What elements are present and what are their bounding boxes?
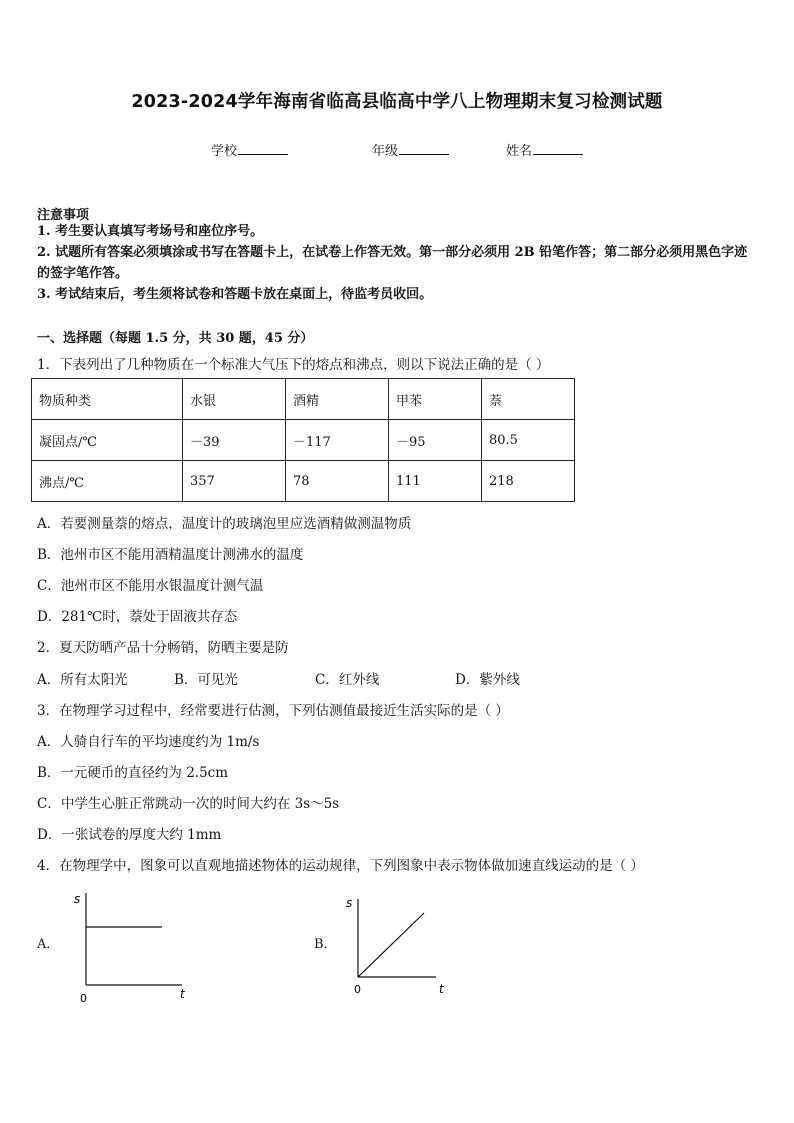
table-cell: 80.5 xyxy=(482,420,575,461)
name-label: 姓名 xyxy=(506,144,533,159)
melting-boiling-table xyxy=(31,378,575,502)
q1-option-b: B．池州市区不能用酒精温度计测沸水的温度 xyxy=(37,547,304,563)
q2-option-a: A．所有太阳光 xyxy=(37,672,128,688)
x-axis-label: t xyxy=(180,987,185,1001)
q3-option-d: D．一张试卷的厚度大约 1mm xyxy=(37,827,222,843)
table-cell: 水银 xyxy=(183,379,286,420)
school-label: 学校 xyxy=(211,144,238,159)
notes-heading: 注意事项 xyxy=(37,208,90,223)
note-item: 3. 考试结束后，考生须将试卷和答题卡放在桌面上，待监考员收回。 xyxy=(37,287,433,302)
question-4-stem: 4．在物理学中，图象可以直观地描述物体的运动规律，下列图象中表示物体做加速直线运动的是（ ） xyxy=(37,858,644,874)
table-cell: 218 xyxy=(482,461,575,502)
table-cell: 甲苯 xyxy=(389,379,482,420)
table-cell: －117 xyxy=(286,420,389,461)
question-1-stem: 1．下表列出了几种物质在一个标准大气压下的熔点和沸点，则以下说法正确的是（ ） xyxy=(37,357,550,373)
table-cell: 111 xyxy=(389,461,482,502)
question-2-stem: 2．夏天防晒产品十分畅销，防晒主要是防 xyxy=(37,640,289,656)
q4-graph-a-label: A． xyxy=(37,937,60,952)
grade-blank xyxy=(399,142,449,155)
table-cell: 凝固点/℃ xyxy=(32,420,183,461)
grade-label: 年级 xyxy=(372,144,399,159)
table-cell: 78 xyxy=(286,461,389,502)
table-cell: －39 xyxy=(183,420,286,461)
school-field xyxy=(211,140,288,159)
note-item: 2. 试题所有答案必须填涂或书写在答题卡上，在试卷上作答无效。第一部分必须用 2B 铅笔作答；第二部分必须用黑色字迹的签字笔作答。 xyxy=(37,245,748,281)
table-row xyxy=(32,461,575,502)
q1-option-a: A．若要测量萘的熔点，温度计的玻璃泡里应选酒精做测温物质 xyxy=(37,516,412,532)
section-heading: 一、选择题（每题 1.5 分，共 30 题，45 分） xyxy=(37,331,314,346)
table-cell: －95 xyxy=(389,420,482,461)
name-blank xyxy=(533,142,583,155)
table-cell: 酒精 xyxy=(286,379,389,420)
exam-title: 2023-2024学年海南省临高县临高中学八上物理期末复习检测试题 xyxy=(131,92,663,112)
table-row xyxy=(32,420,575,461)
q1-option-c: C．池州市区不能用水银温度计测气温 xyxy=(37,578,264,594)
q4-graph-a xyxy=(70,885,200,1005)
q2-option-c: C．红外线 xyxy=(315,672,380,688)
name-field xyxy=(506,140,583,159)
q1-option-d: D．281℃时，萘处于固液共存态 xyxy=(37,609,238,625)
q2-option-d: D．紫外线 xyxy=(455,672,520,688)
graph-b-plot-line xyxy=(358,913,424,977)
table-cell: 357 xyxy=(183,461,286,502)
y-axis-label: s xyxy=(74,892,81,906)
table-cell: 萘 xyxy=(482,379,575,420)
q3-option-a: A．人骑自行车的平均速度约为 1m/s xyxy=(37,734,260,750)
q2-option-b: B．可见光 xyxy=(174,672,238,688)
q4-graph-b-label: B． xyxy=(314,937,337,952)
note-item: 1. 考生要认真填写考场号和座位序号。 xyxy=(37,224,264,239)
q4-graph-b xyxy=(340,893,460,999)
table-cell: 物质种类 xyxy=(32,379,183,420)
table-header-row xyxy=(32,379,575,420)
y-axis-label: s xyxy=(346,896,353,910)
question-3-stem: 3．在物理学习过程中，经常要进行估测，下列估测值最接近生活实际的是（ ） xyxy=(37,703,509,719)
table-cell: 沸点/℃ xyxy=(32,461,183,502)
q3-option-c: C．中学生心脏正常跳动一次的时间大约在 3s～5s xyxy=(37,796,340,812)
grade-field xyxy=(372,140,449,159)
origin-label: 0 xyxy=(80,992,87,1005)
q3-option-b: B．一元硬币的直径约为 2.5cm xyxy=(37,765,229,781)
school-blank xyxy=(238,142,288,155)
x-axis-label: t xyxy=(439,982,444,996)
origin-label: 0 xyxy=(354,983,361,996)
